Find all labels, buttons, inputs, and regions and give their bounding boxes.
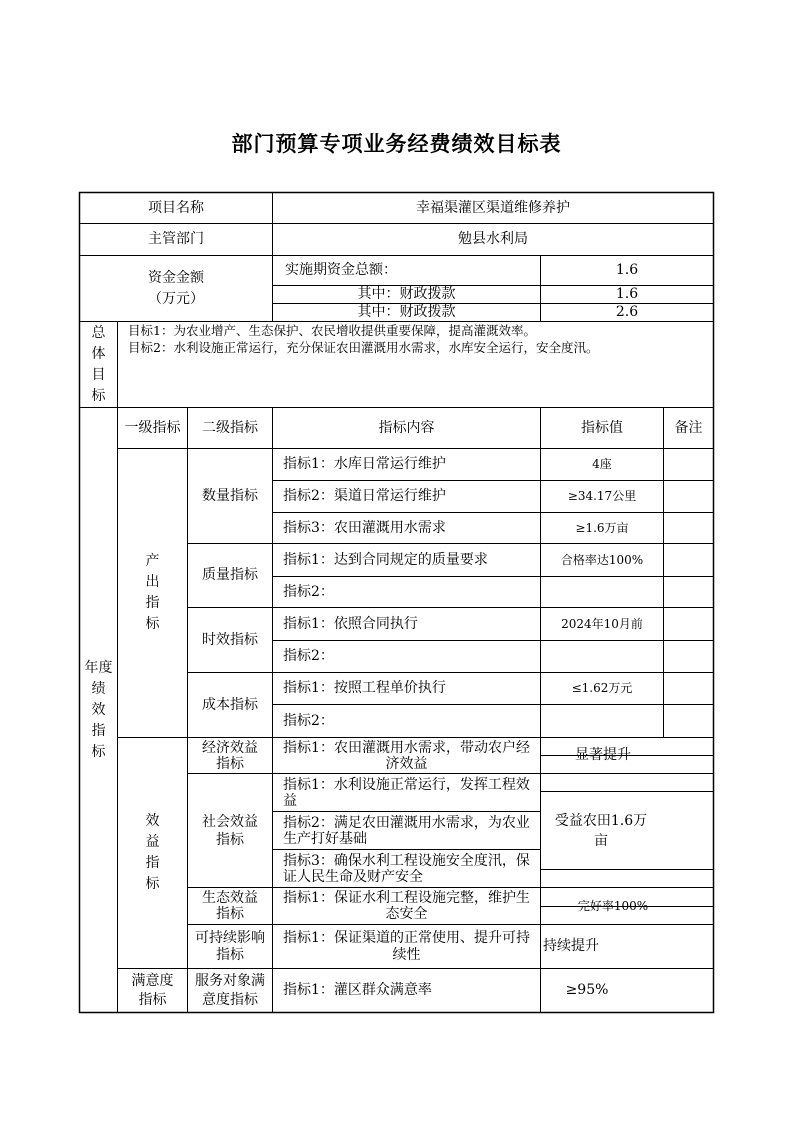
annual-char: 年度 [84,659,113,676]
annual-char: 绩 [91,680,106,697]
header-level2: 二级指标 [202,419,258,436]
funds-total-label: 实施期资金总额： [285,262,397,278]
funds-total-value: 1.6 [615,262,639,278]
timeliness-item-value: 2024年10月前 [561,616,643,631]
benefit-indicator-label [118,738,187,968]
quantity-item-content: 指标1：水库日常运行维护 [283,456,446,472]
benefit-char: 标 [145,876,160,892]
annual-indicator-label [80,408,117,1012]
cost-indicator-label: 成本指标 [202,696,258,713]
quality-item-value: 合格率达100% [560,552,644,567]
economic-item-value: 显著提升 [575,747,631,763]
header-note: 备注 [674,419,703,436]
project-name-label: 项目名称 [148,199,204,216]
timeliness-item-content: 指标1：依照合同执行 [283,615,418,632]
benefit-char: 指 [145,855,160,871]
ecological-item-value: 完好率100% [577,898,649,913]
quality-item-content: 指标2： [283,583,334,600]
annual-char: 标 [91,743,106,760]
overall-char: 总 [91,324,106,341]
overall-goal-label [80,322,117,407]
output-char: 出 [145,574,160,590]
output-char: 指 [145,595,160,611]
header-level1: 一级指标 [124,419,181,436]
annual-char: 指 [91,722,106,739]
goal-1: 目标1：为农业增产、生态保护、农民增收提供重要保障，提高灌溉效率。 [128,323,536,338]
quantity-item-content: 指标2：渠道日常运行维护 [283,488,446,504]
economic-item-content: 指标1：农田灌溉用水需求，带动农户经济效益 [283,739,530,772]
goal-2: 目标2：水利设施正常运行，充分保证农田灌溉用水需求，水库安全运行，安全度汛。 [128,340,599,355]
economic-indicator-label: 经济效益指标 [202,739,258,772]
social-indicator-label: 社会效益指标 [202,813,258,848]
funds-sub1-value: 1.6 [615,286,639,302]
quality-item-value [541,577,663,607]
satisfaction-indicator-label: 满意度指标 [131,972,174,1008]
overall-char: 体 [91,345,106,362]
quality-indicator-label: 质量指标 [202,567,258,583]
quantity-indicator-label: 数量指标 [202,487,258,504]
project-name-value: 幸福渠灌区渠道维修养护 [416,199,570,216]
sustainable-item-content: 指标1：保证渠道的正常使用、提升可持续性 [283,929,530,963]
header-value: 指标值 [581,419,623,436]
output-indicator-label [118,449,187,737]
social-item-content: 指标2：满足农田灌溉用水需求，为农业生产打好基础 [283,814,530,847]
output-char: 标 [145,616,160,632]
overall-char: 标 [91,387,106,404]
department-value: 勉县水利局 [458,231,528,247]
quantity-item-value: 4座 [592,457,612,471]
funds-label [80,256,272,321]
satisfaction-item-content: 指标1：灌区群众满意率 [283,982,432,998]
department-label: 主管部门 [148,231,204,247]
timeliness-indicator-label: 时效指标 [202,631,258,648]
satisfaction-sub-label: 服务对象满意度指标 [195,972,265,1008]
cost-item-content: 指标1：按照工程单价执行 [283,680,446,696]
sustainable-indicator-label: 可持续影响指标 [195,929,265,963]
quality-item-content: 指标1：达到合同规定的质量要求 [283,551,488,568]
cost-item-value: ≤1.62万元 [571,681,633,695]
annual-char: 效 [91,701,106,718]
overall-goal-text [118,322,713,407]
quantity-item-value: ≥1.6万亩 [575,520,629,535]
page-title: 部门预算专项业务经费绩效目标表 [231,132,562,156]
benefit-char: 效 [145,813,160,829]
social-item-value: 受益农田1.6万亩 [554,812,648,849]
quantity-item-value: ≥34.17公里 [567,489,637,503]
timeliness-item-value [541,641,663,672]
social-item-content: 指标1：水利设施正常运行，发挥工程效益 [283,776,530,809]
overall-char: 目 [91,366,106,383]
output-char: 产 [145,553,160,569]
benefit-char: 益 [145,834,160,850]
cost-item-content: 指标2： [283,712,334,729]
cost-item-value [541,705,663,737]
funds-label-text: 资金金额 [148,269,204,286]
ecological-indicator-label: 生态效益指标 [202,890,258,922]
quantity-item-content: 指标3：农田灌溉用水需求 [283,519,446,536]
social-item-content: 指标3：确保水利工程设施安全度汛，保证人民生命及财产安全 [283,852,530,885]
funds-sub1-label: 其中：财政拨款 [357,286,456,302]
sustainable-item-value: 持续提升 [543,938,599,954]
satisfaction-item-value: ≥95% [565,982,609,998]
ecological-item-content: 指标1：保证水利工程设施完整，维护生态安全 [283,890,530,922]
funds-unit: （万元） [148,290,204,307]
timeliness-item-content: 指标2： [283,648,334,664]
header-content: 指标内容 [378,419,435,436]
funds-sub2-label: 其中：财政拨款 [357,304,456,320]
funds-sub2-value: 2.6 [615,304,639,320]
